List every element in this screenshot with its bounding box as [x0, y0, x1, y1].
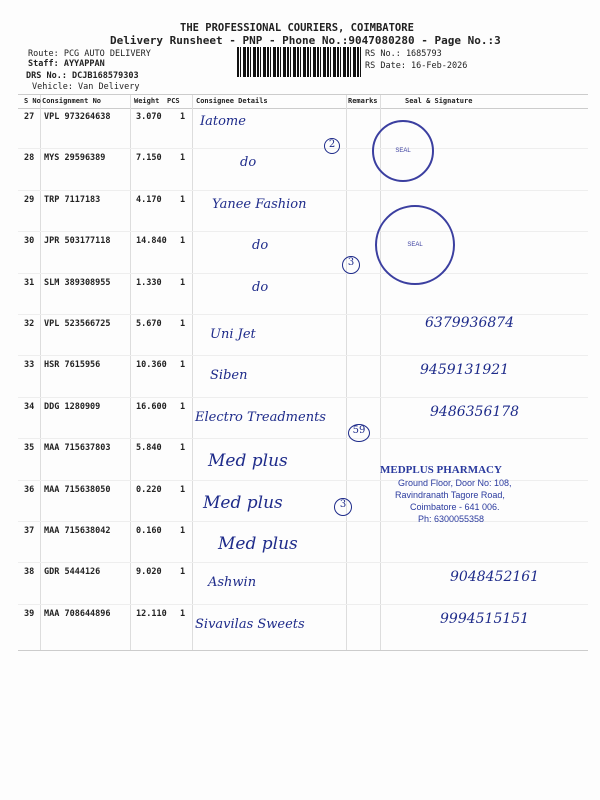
- consignee-handwritten: do: [252, 279, 269, 295]
- consignment-number: JPR 503177118: [44, 236, 111, 247]
- phone-handwritten: 9486356178: [430, 403, 520, 420]
- runsheet-subtitle: Delivery Runsheet - PNP - Phone No.:9047080280 - Page No.:3: [110, 34, 501, 47]
- drs-number: DRS No.: DCJB168579303: [26, 71, 139, 81]
- row-divider: [18, 148, 588, 149]
- circled-mark: 3: [342, 256, 360, 274]
- weight: 5.670: [136, 319, 162, 329]
- consignment-number: MAA 715637803: [44, 443, 111, 454]
- consignee-handwritten: do: [240, 155, 257, 171]
- col-remarks: Remarks: [348, 97, 378, 105]
- col-pcs: PCS: [167, 97, 180, 105]
- consignee-handwritten: Siben: [210, 368, 248, 384]
- pieces: 1: [180, 526, 186, 536]
- route: Route: PCG AUTO DELIVERY: [28, 49, 151, 59]
- row-divider: [18, 273, 588, 274]
- consignment-number: SLM 389308955: [44, 277, 111, 288]
- serial-number: 28: [24, 153, 35, 164]
- serial-number: 30: [24, 236, 35, 247]
- phone-handwritten: 9048452161: [450, 569, 540, 586]
- consignment-number: GDR 5444126: [44, 567, 101, 578]
- consignee-handwritten: Yanee Fashion: [212, 196, 307, 212]
- row-divider: [18, 355, 588, 356]
- rs-number: RS No.: 1685793: [365, 49, 442, 59]
- consignment-number: MAA 715638050: [44, 484, 111, 495]
- pieces: 1: [180, 194, 186, 205]
- vehicle: Vehicle: Van Delivery: [32, 82, 140, 92]
- barcode: [237, 47, 362, 77]
- weight: 0.160: [136, 526, 162, 536]
- weight: 10.360: [136, 360, 167, 371]
- row-divider: [18, 604, 588, 605]
- pieces: 1: [180, 401, 186, 412]
- consignment-number: VPL 973264638: [44, 112, 111, 122]
- pieces: 1: [180, 112, 186, 122]
- consignee-handwritten: Sivavilas Sweets: [195, 616, 305, 632]
- weight: 9.020: [136, 567, 162, 578]
- consignee-handwritten: do: [252, 238, 269, 254]
- consignee-handwritten: Iatome: [200, 114, 246, 129]
- phone-handwritten: 6379936874: [425, 315, 515, 331]
- consignee-handwritten: Ashwin: [208, 575, 257, 591]
- weight: 4.170: [136, 194, 162, 205]
- col-weight: Weight: [134, 97, 160, 105]
- company-seal: SEAL: [372, 120, 434, 182]
- col-seal: Seal & Signature: [405, 97, 473, 105]
- stamp-address: Ravindranath Tagore Road,: [395, 490, 505, 500]
- col-consignment: Consignment No: [42, 97, 102, 105]
- phone-handwritten: 9459131921: [420, 362, 510, 379]
- weight: 3.070: [136, 112, 162, 122]
- row-divider: [18, 231, 588, 232]
- pieces: 1: [180, 567, 186, 578]
- serial-number: 32: [24, 319, 35, 329]
- consignment-number: DDG 1280909: [44, 401, 101, 412]
- row-divider: [18, 562, 588, 563]
- consignment-number: MYS 29596389: [44, 153, 106, 164]
- pieces: 1: [180, 360, 186, 371]
- consignee-handwritten: Electro Treadments: [195, 409, 326, 425]
- stamp-address: Coimbatore - 641 006.: [410, 502, 500, 512]
- row-divider: [18, 314, 588, 315]
- weight: 14.840: [136, 236, 167, 247]
- weight: 5.840: [136, 443, 162, 454]
- pieces: 1: [180, 277, 186, 288]
- row-divider: [18, 397, 588, 398]
- consignment-number: MAA 708644896: [44, 608, 111, 619]
- rs-date: RS Date: 16-Feb-2026: [365, 61, 468, 71]
- circled-mark: 3: [334, 498, 352, 516]
- serial-number: 38: [24, 567, 35, 578]
- consignee-handwritten: Med plus: [218, 534, 298, 554]
- serial-number: 39: [24, 608, 35, 619]
- row-divider: [18, 190, 588, 191]
- consignee-handwritten: Uni Jet: [210, 327, 256, 342]
- pieces: 1: [180, 153, 186, 164]
- weight: 1.330: [136, 277, 162, 288]
- pieces: 1: [180, 484, 186, 495]
- pieces: 1: [180, 608, 186, 619]
- serial-number: 34: [24, 401, 35, 412]
- col-consignee: Consignee Details: [196, 97, 268, 105]
- weight: 0.220: [136, 484, 162, 495]
- staff: Staff: AYYAPPAN: [28, 59, 105, 69]
- weight: 16.600: [136, 401, 167, 412]
- col-sno: S No: [24, 97, 41, 105]
- serial-number: 36: [24, 484, 35, 495]
- pieces: 1: [180, 443, 186, 454]
- serial-number: 37: [24, 526, 35, 536]
- serial-number: 27: [24, 112, 35, 122]
- consignee-handwritten: Med plus: [203, 492, 283, 513]
- serial-number: 31: [24, 277, 35, 288]
- consignment-number: VPL 523566725: [44, 319, 111, 329]
- serial-number: 35: [24, 443, 35, 454]
- circled-mark: 2: [324, 138, 340, 154]
- company-seal: SEAL: [375, 205, 455, 285]
- circled-mark: 59: [348, 424, 370, 442]
- pieces: 1: [180, 236, 186, 247]
- serial-number: 33: [24, 360, 35, 371]
- company-title: THE PROFESSIONAL COURIERS, COIMBATORE: [180, 22, 414, 34]
- stamp-phone: Ph: 6300055358: [418, 514, 485, 524]
- pieces: 1: [180, 319, 186, 329]
- row-divider: [18, 438, 588, 439]
- phone-handwritten: 9994515151: [440, 610, 530, 627]
- consignment-number: MAA 715638042: [44, 526, 111, 536]
- consignee-handwritten: Med plus: [208, 451, 288, 472]
- consignment-number: TRP 7117183: [44, 194, 101, 205]
- weight: 12.110: [136, 608, 167, 619]
- stamp-address: Ground Floor, Door No: 108,: [398, 478, 512, 488]
- stamp-name: MEDPLUS PHARMACY: [380, 464, 502, 476]
- row-divider: [18, 521, 588, 522]
- consignment-number: HSR 7615956: [44, 360, 101, 371]
- serial-number: 29: [24, 194, 35, 205]
- weight: 7.150: [136, 153, 162, 164]
